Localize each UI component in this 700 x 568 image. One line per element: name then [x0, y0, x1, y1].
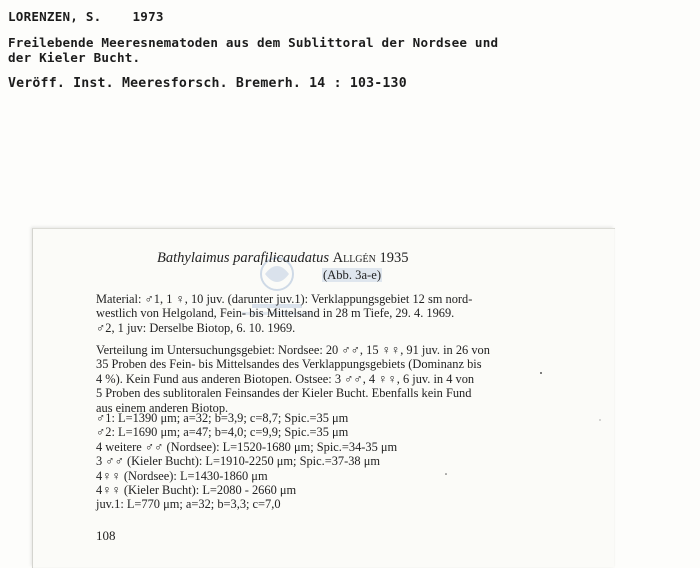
- material-paragraph: [96, 292, 536, 335]
- species-name: Bathylaimus parafilicaudatus: [157, 250, 329, 266]
- reference-author-year: LORENZEN, S. 1973: [8, 9, 164, 24]
- distribution-paragraph: [96, 343, 536, 415]
- figure-reference: [0, 268, 700, 283]
- figure-reference-text: (Abb. 3a-e): [322, 268, 382, 282]
- text-line: ♂2, 1 juv: Derselbe Biotop, 6. 10. 1969.: [96, 320, 296, 335]
- reference-title-line-1: Freilebende Meeresnematoden aus dem Sublittoral der Nordsee und: [8, 35, 499, 50]
- reference-title-line-2: der Kieler Bucht.: [8, 50, 141, 65]
- reference-journal: Veröff. Inst. Meeresforsch. Bremerh. 14 : 103-130: [8, 76, 407, 91]
- page-number: 108: [96, 528, 116, 543]
- text-line: aus einem anderen Biotop.: [96, 400, 229, 415]
- measurement-row: ♂1: L=1390 μm; a=32; b=3,9; c=8,7; Spic.=35 μm: [96, 411, 349, 425]
- text-line: Material: ♂1, 1 ♀, 10 juv. (darunter juv.1): Verklappungsgebiet 12 sm nord-: [96, 292, 473, 306]
- measurement-row: 4♀♀ (Kieler Bucht): L=2080 - 2660 μm: [96, 483, 297, 498]
- measurement-row: 4 weitere ♂♂ (Nordsee): L=1520-1680 μm; Spic.=34-35 μm: [96, 439, 398, 454]
- measurement-row: 4♀♀ (Nordsee): L=1430-1860 μm: [96, 468, 268, 483]
- text-line: 35 Proben des Fein- bis Mittelsandes des Verklappungsgebiets (Dominanz bis: [96, 357, 482, 372]
- text-line: 5 Proben des sublitoralen Feinsandes der Kieler Bucht. Ebenfalls kein Fund: [96, 386, 472, 401]
- species-author: Allgén 1935: [332, 250, 409, 266]
- text-line: 4 %). Kein Fund aus anderen Biotopen. Ostsee: 3 ♂♂, 4 ♀♀, 6 juv. in 4 von: [96, 371, 475, 386]
- measurement-row: ♂2: L=1690 μm; a=47; b=4,0; c=9,9; Spic.=35 μm: [96, 425, 349, 440]
- text-line: Verteilung im Untersuchungsgebiet: Nordsee: 20 ♂♂, 15 ♀♀, 91 juv. in 26 von: [96, 343, 490, 357]
- measurement-row: juv.1: L=770 μm; a=32; b=3,3; c=7,0: [96, 497, 281, 512]
- text-line: westlich von Helgoland, Fein- bis Mittelsand in 28 m Tiefe, 29. 4. 1969.: [96, 306, 455, 321]
- measurement-row: 3 ♂♂ (Kieler Bucht): L=1910-2250 μm; Spic.=37-38 μm: [96, 454, 380, 469]
- species-heading: [157, 250, 408, 267]
- measurements-list: [96, 411, 397, 512]
